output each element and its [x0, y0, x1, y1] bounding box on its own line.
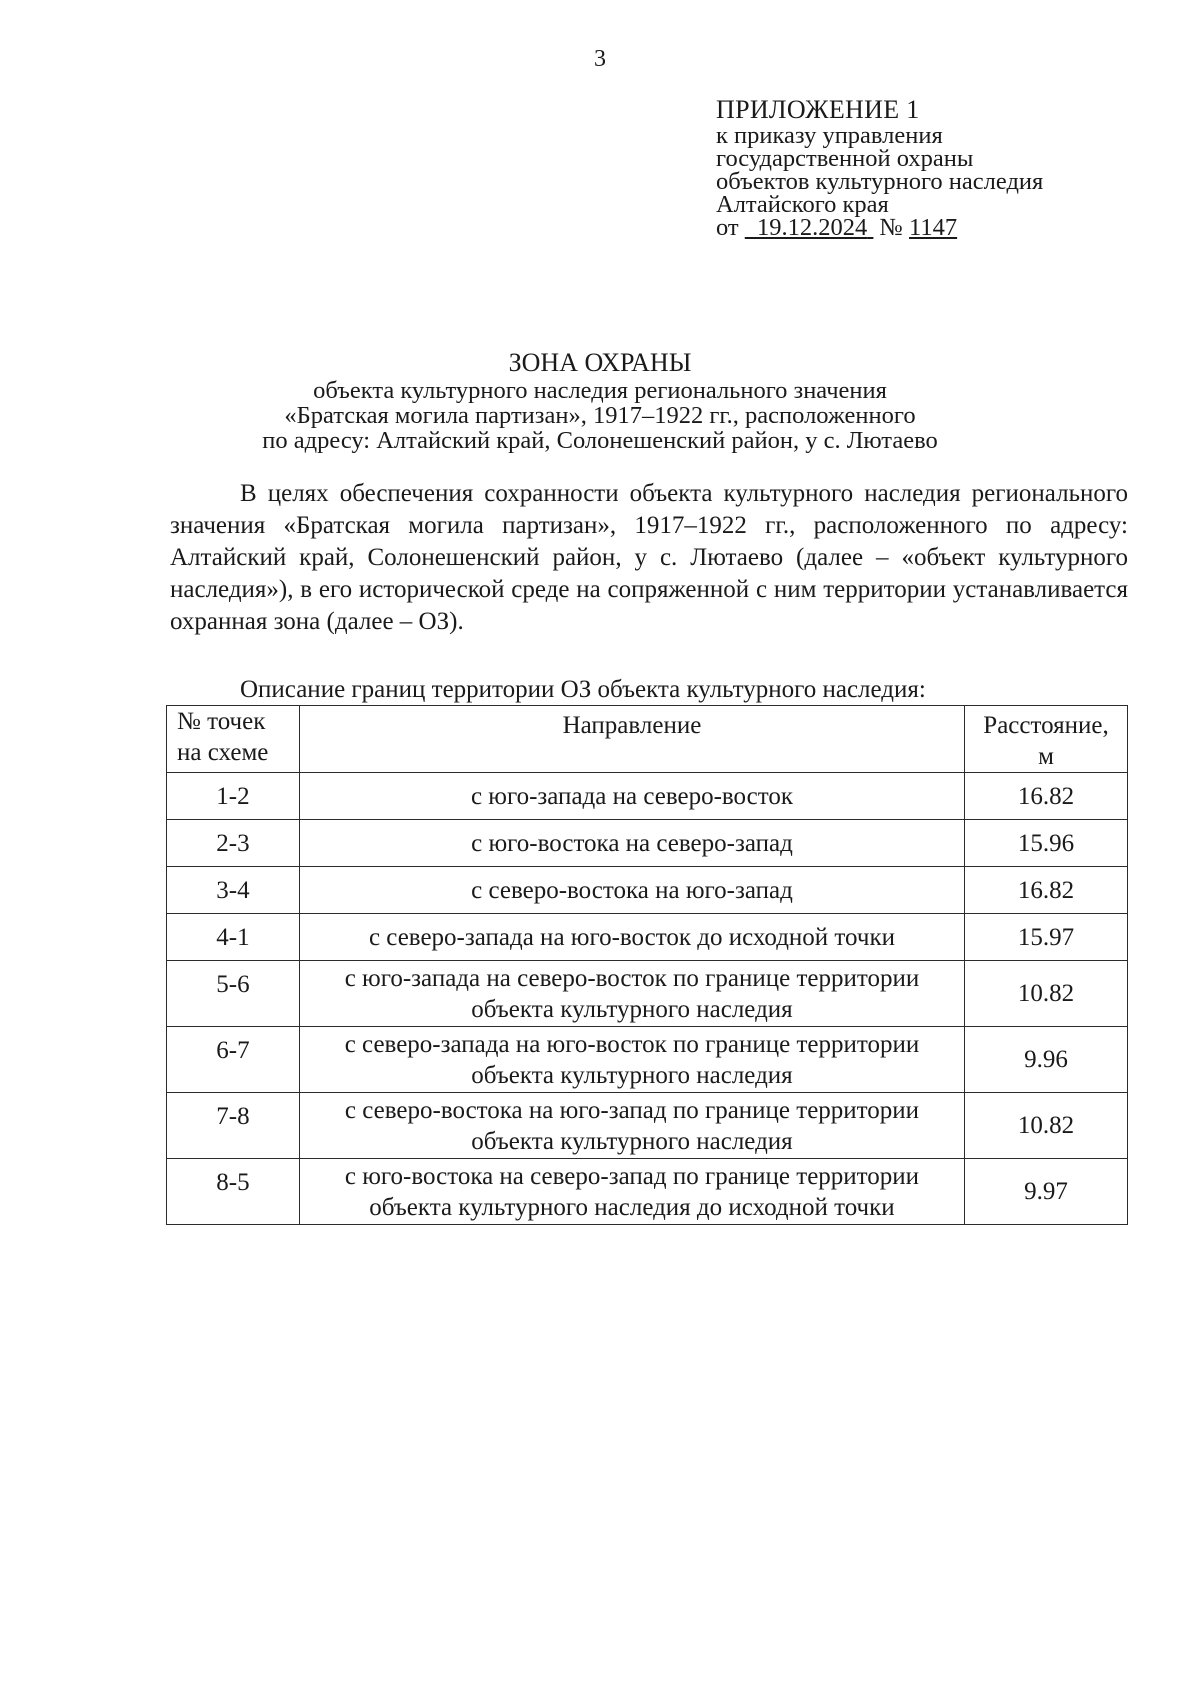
header-points: № точек на схеме: [167, 706, 300, 773]
row-points: 1-2: [167, 773, 300, 820]
table-row: [167, 773, 1128, 820]
row-direction: с северо-востока на юго-запад: [299, 867, 964, 914]
row-distance: 9.97: [965, 1159, 1128, 1225]
row-distance: 16.82: [965, 867, 1128, 914]
row-distance: 15.96: [965, 820, 1128, 867]
row-distance: 10.82: [965, 1093, 1128, 1159]
appendix-line: к приказу управления: [716, 122, 943, 149]
row-points: 8-5: [167, 1159, 300, 1225]
date-prefix: от: [716, 214, 739, 241]
row-distance: 9.96: [965, 1027, 1128, 1093]
boundary-table: [166, 705, 1128, 1225]
appendix-line: государственной охраны: [716, 145, 974, 172]
row-points: 2-3: [167, 820, 300, 867]
zone-heading: [150, 348, 1050, 453]
header-direction: Направление: [299, 706, 964, 773]
row-distance: 10.82: [965, 961, 1128, 1027]
table-row: [167, 914, 1128, 961]
appendix-line: объектов культурного наследия: [716, 168, 1044, 195]
row-direction: с северо-запада на юго-восток до исходной точки: [299, 914, 964, 961]
table-row: [167, 820, 1128, 867]
row-distance: 15.97: [965, 914, 1128, 961]
appendix-date-line: [716, 216, 1156, 239]
zone-subtitle-line: объекта культурного наследия регионального значения: [313, 377, 887, 404]
table-row: [167, 1093, 1128, 1159]
number-prefix: №: [879, 214, 903, 241]
order-number: 1147: [909, 214, 958, 241]
row-direction: с юго-запада на северо-восток по границе территории объекта культурного наследия: [299, 961, 964, 1027]
appendix-block: [716, 96, 1156, 239]
row-direction: с северо-запада на юго-восток по границе территории объекта культурного наследия: [299, 1027, 964, 1093]
zone-subtitle-line: по адресу: Алтайский край, Солонешенский район, у с. Лютаево: [262, 427, 938, 454]
row-direction: с юго-востока на северо-запад по границе территории объекта культурного наследия до исходной точки: [299, 1159, 964, 1225]
order-date: 19.12.2024: [757, 214, 868, 241]
table-row: [167, 1159, 1128, 1225]
appendix-title: ПРИЛОЖЕНИЕ 1: [716, 95, 920, 124]
table-header-row: [167, 706, 1128, 773]
appendix-line: Алтайского края: [716, 191, 889, 218]
intro-paragraph: В целях обеспечения сохранности объекта культурного наследия регионального значения «Братская могила партизан», 1917–1922 гг., расположенного по адресу: Алтайский край, Солонешенский район, у с. Лютаево (далее – «объект культурного наследия»), в его исторической среде на сопряженной с ним территории устанавливается охранная зона (далее – ОЗ).: [170, 480, 1128, 635]
table-caption: Описание границ территории ОЗ объекта культурного наследия:: [240, 676, 926, 703]
row-direction: с северо-востока на юго-запад по границе территории объекта культурного наследия: [299, 1093, 964, 1159]
row-points: 5-6: [167, 961, 300, 1027]
row-direction: с юго-запада на северо-восток: [299, 773, 964, 820]
row-points: 3-4: [167, 867, 300, 914]
page-number: 3: [594, 46, 606, 72]
row-points: 7-8: [167, 1093, 300, 1159]
zone-subtitle-line: «Братская могила партизан», 1917–1922 гг., расположенного: [284, 402, 916, 429]
table-row: [167, 1027, 1128, 1093]
row-points: 6-7: [167, 1027, 300, 1093]
row-distance: 16.82: [965, 773, 1128, 820]
table-row: [167, 961, 1128, 1027]
header-distance: Расстояние, м: [965, 706, 1128, 773]
zone-title: ЗОНА ОХРАНЫ: [508, 348, 692, 377]
row-direction: с юго-востока на северо-запад: [299, 820, 964, 867]
table-row: [167, 867, 1128, 914]
row-points: 4-1: [167, 914, 300, 961]
